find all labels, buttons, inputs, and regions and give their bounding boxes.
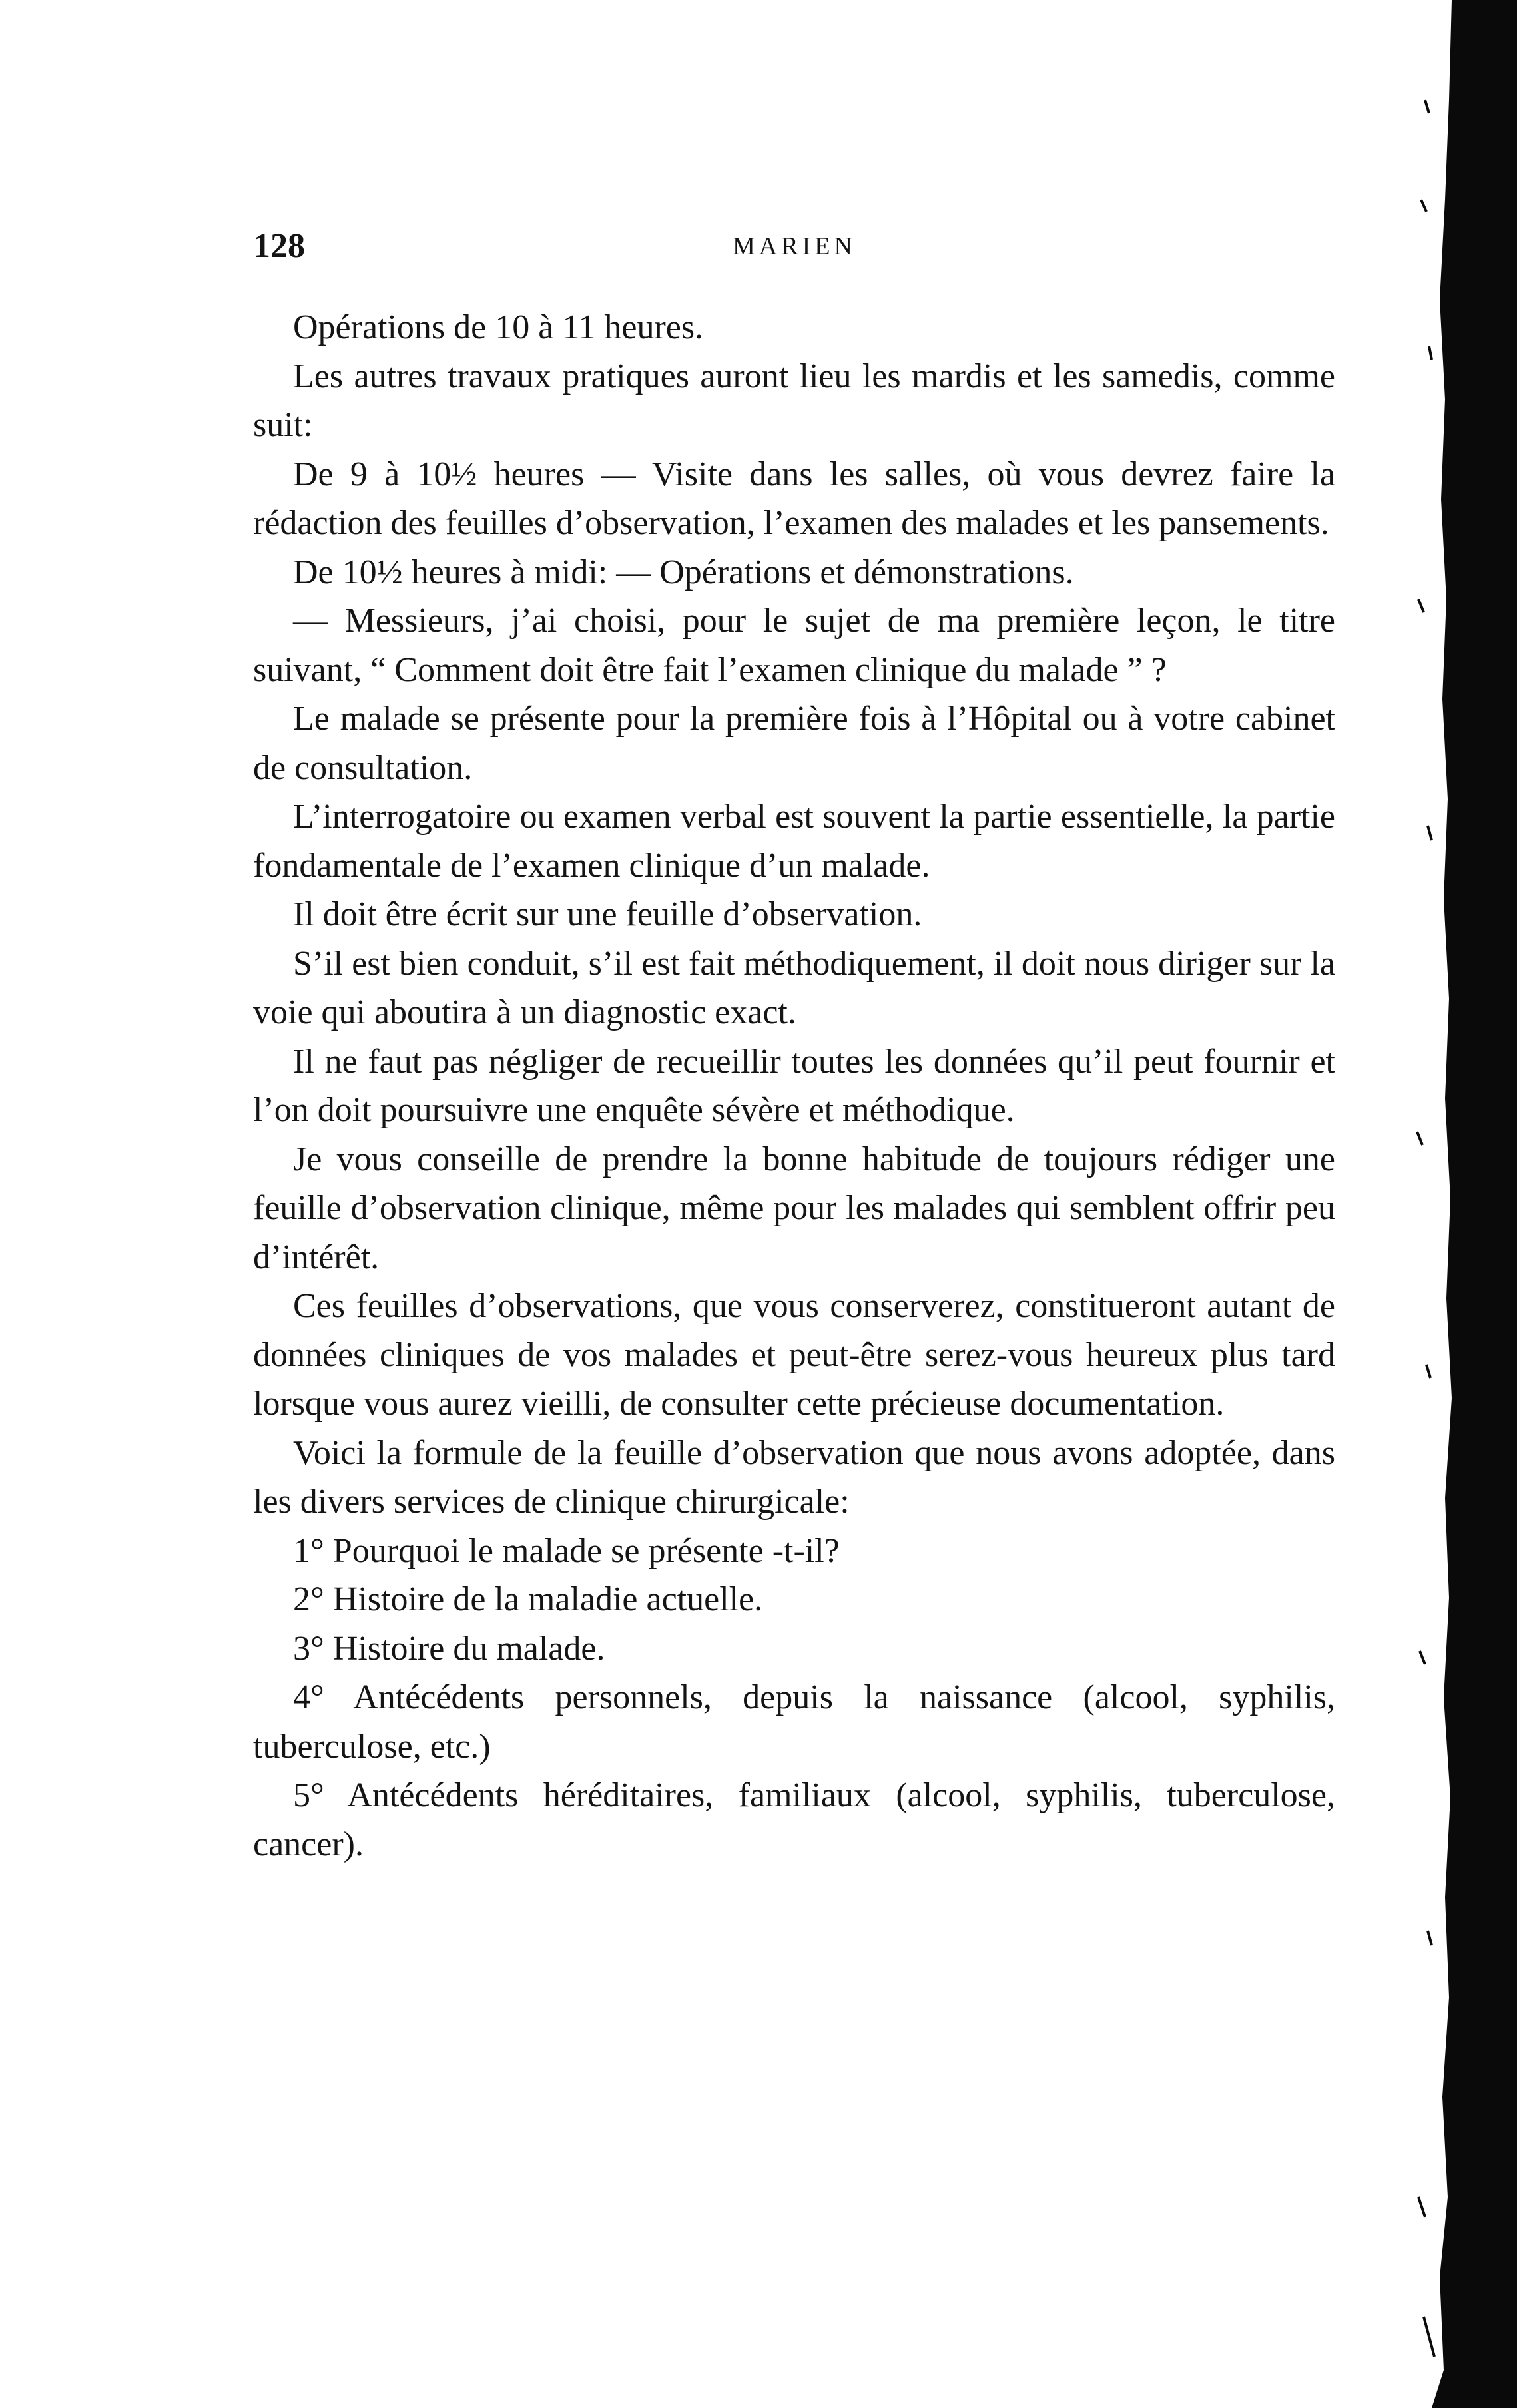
paragraph: Les autres travaux pratiques auront lieu les mardis et les samedis, comme suit: bbox=[253, 357, 1335, 444]
paragraph: De 9 à 10½ heures — Visite dans les salles, où vous devrez faire la rédaction des feuilles d’observation, l’examen des malades et les pansements. bbox=[253, 455, 1335, 542]
body-text bbox=[253, 303, 1335, 1869]
paragraph: Le malade se présente pour la première fois à l’Hôpital ou à votre cabinet de consultation. bbox=[253, 700, 1335, 787]
list-item: 1° Pourquoi le malade se présente -t-il? bbox=[293, 1531, 840, 1570]
page-number: 128 bbox=[253, 227, 305, 265]
paragraph: — Messieurs, j’ai choisi, pour le sujet de ma première leçon, le titre suivant, “ Comment doit être fait l’examen clinique du malade ” ? bbox=[253, 602, 1335, 689]
paragraph: S’il est bien conduit, s’il est fait méthodiquement, il doit nous diriger sur la voie qui aboutira à un diagnostic exact. bbox=[253, 944, 1335, 1031]
list-item: 2° Histoire de la maladie actuelle. bbox=[293, 1580, 763, 1618]
list-item: 4° Antécédents personnels, depuis la naissance (alcool, syphilis, tuberculose, etc.) bbox=[253, 1678, 1335, 1766]
list-item: 5° Antécédents héréditaires, familiaux (alcool, syphilis, tuberculose, cancer). bbox=[253, 1776, 1335, 1863]
paragraph: Je vous conseille de prendre la bonne habitude de toujours rédiger une feuille d’observation clinique, même pour les malades qui semblent offrir peu d’intérêt. bbox=[253, 1140, 1335, 1276]
paragraph: L’interrogatoire ou examen verbal est souvent la partie essentielle, la partie fondamentale de l’examen clinique d’un malade. bbox=[253, 798, 1335, 885]
running-head bbox=[253, 226, 1332, 280]
paragraph: Il doit être écrit sur une feuille d’observation. bbox=[293, 895, 922, 933]
running-title: MARIEN bbox=[733, 232, 856, 260]
scanned-page-edge bbox=[1405, 0, 1517, 2408]
paragraph: Il ne faut pas négliger de recueillir toutes les données qu’il peut fournir et l’on doit poursuivre une enquête sévère et méthodique. bbox=[253, 1042, 1335, 1129]
paragraph: Opérations de 10 à 11 heures. bbox=[293, 308, 704, 346]
list-item: 3° Histoire du malade. bbox=[293, 1629, 605, 1668]
paragraph: Ces feuilles d’observations, que vous conserverez, constitueront autant de données cliniques de vos malades et peut-être serez-vous heureux plus tard lorsque vous aurez vieilli, de consulter cette précieuse documentation. bbox=[253, 1287, 1335, 1423]
paragraph: Voici la formule de la feuille d’observation que nous avons adoptée, dans les divers services de clinique chirurgicale: bbox=[253, 1433, 1335, 1521]
paragraph: De 10½ heures à midi: — Opérations et démonstrations. bbox=[293, 553, 1074, 591]
